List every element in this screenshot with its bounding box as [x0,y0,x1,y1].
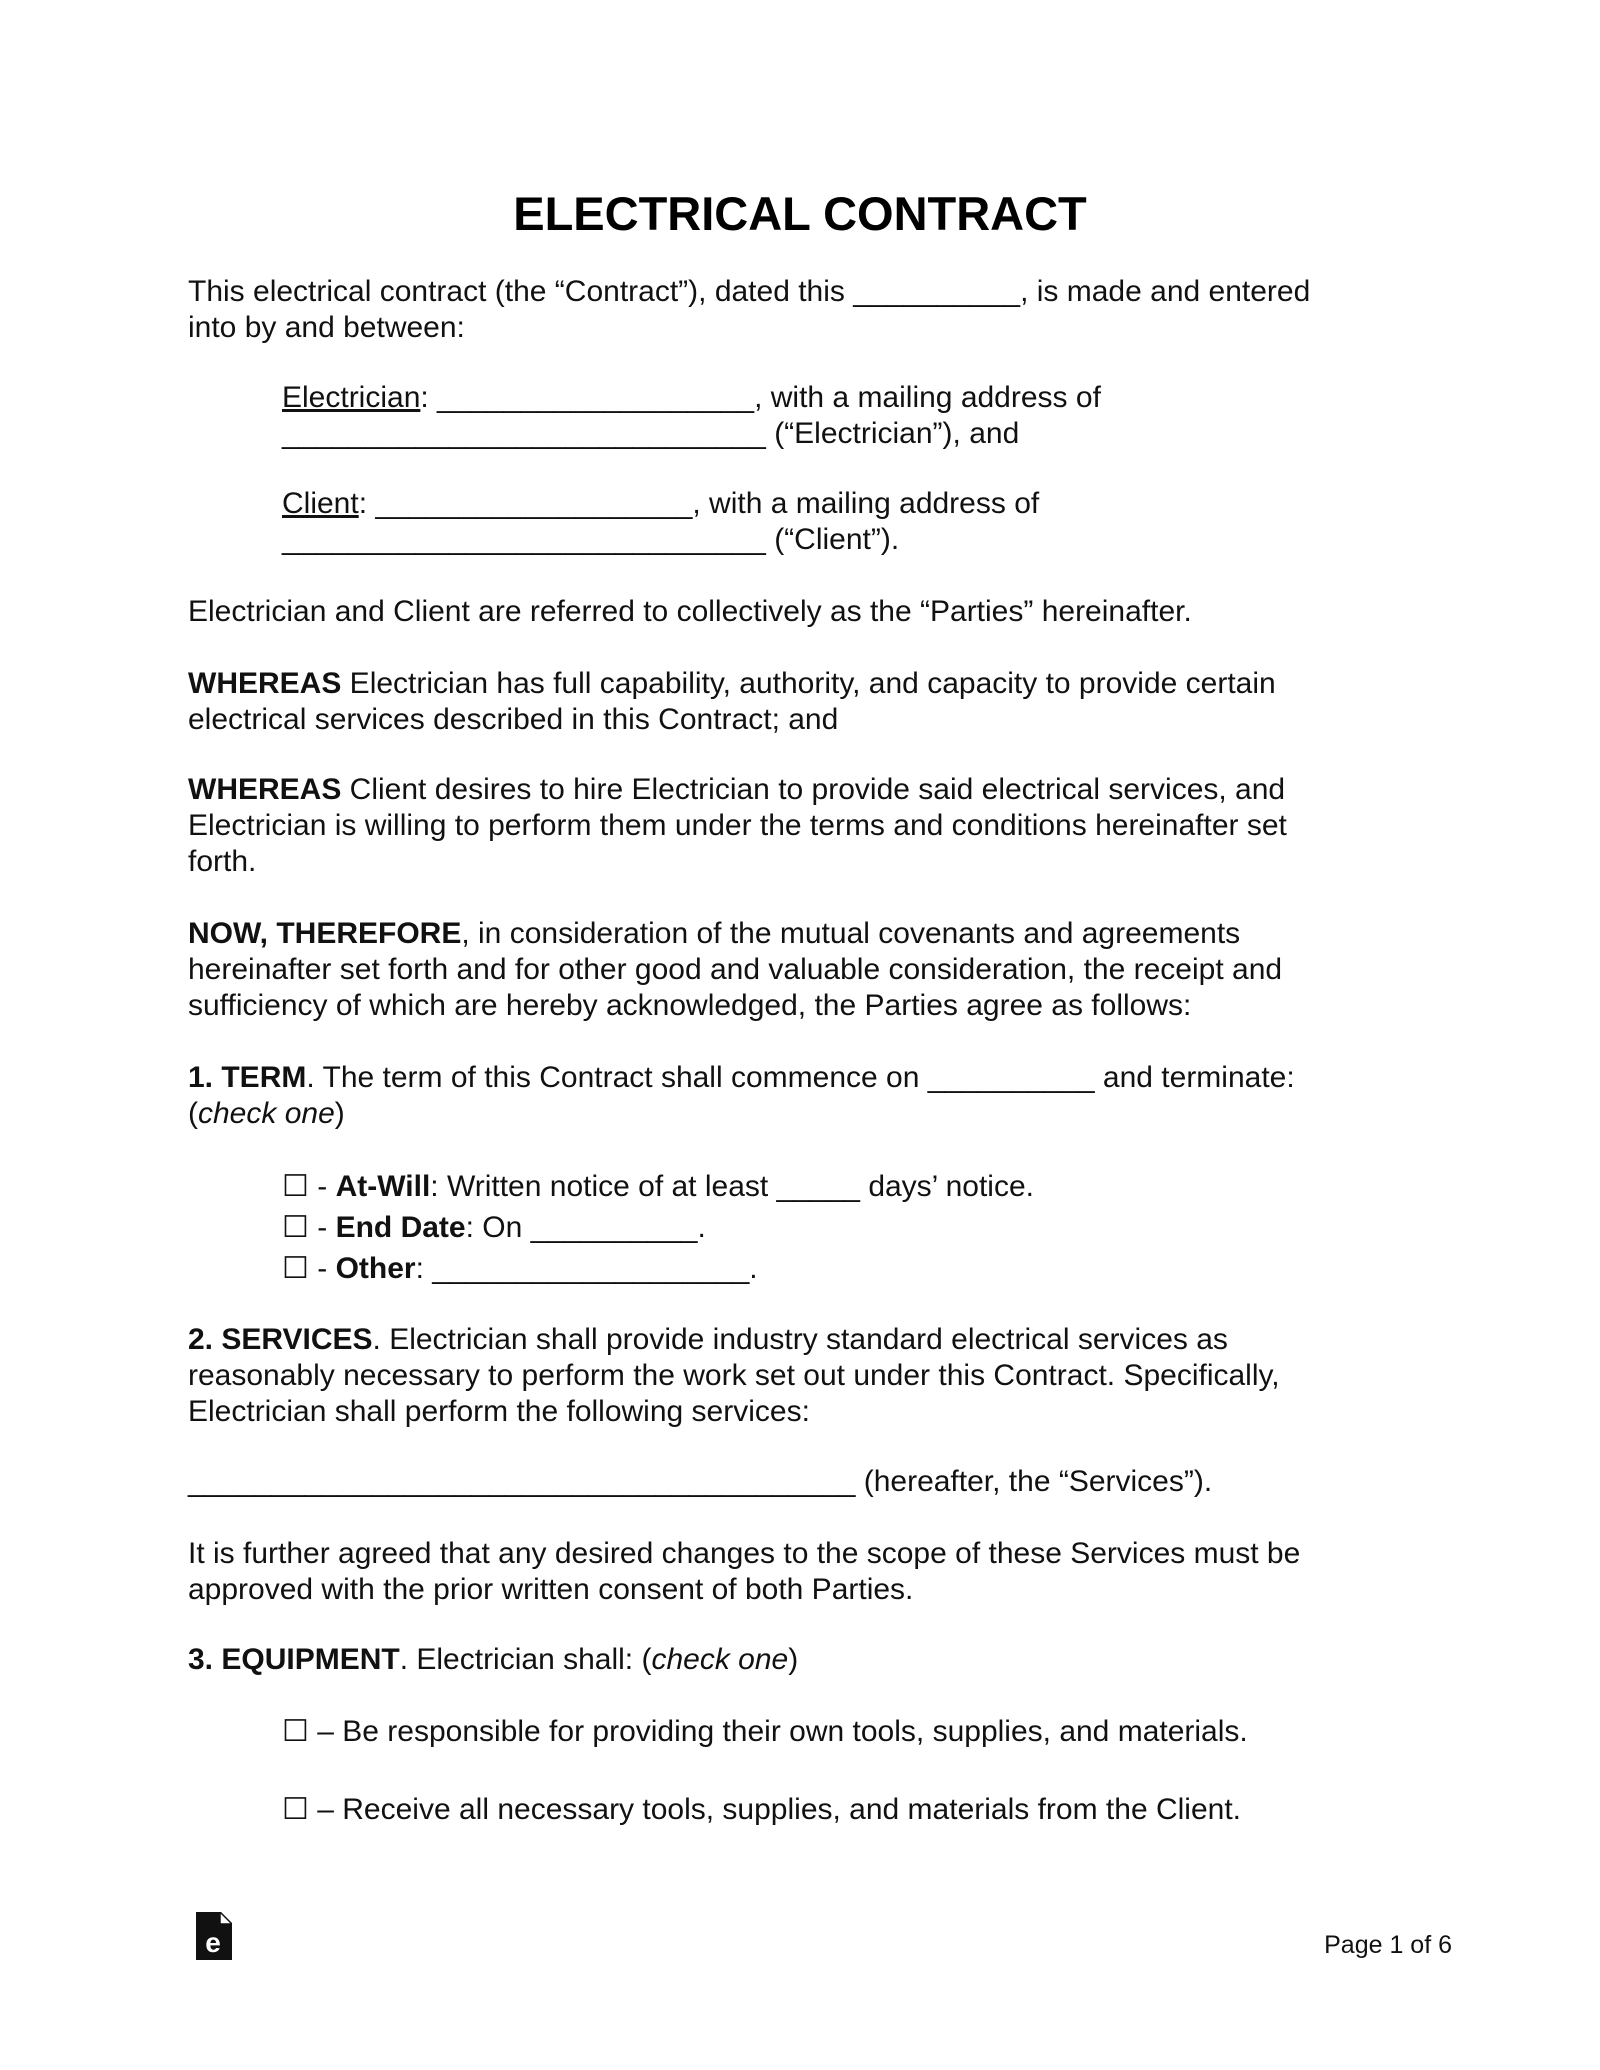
term-heading: 1. TERM [188,1061,307,1094]
term-option-sep: - [308,1211,336,1244]
services-line-2: reasonably necessary to perform the work set out under this Contract. Specifically, [188,1359,1280,1392]
services-heading: 2. SERVICES [188,1323,373,1356]
eforms-logo-icon [196,1912,232,1960]
intro-line-1: This electrical contract (the “Contract”), dated this __________, is made and entered [188,275,1311,308]
term-option-sep: - [308,1252,336,1285]
services-section [188,1322,1388,1430]
page-number: Page 1 of 6 [1324,1931,1452,1959]
equipment-paren-close: ) [788,1643,799,1676]
term-option-text: : Written notice of at least _____ days’ notice. [430,1170,1034,1203]
term-check-one: check one [198,1097,335,1130]
now-therefore-bold: NOW, THEREFORE [188,917,462,950]
equipment-option-text: – Be responsible for providing their own tools, supplies, and materials. [308,1715,1248,1748]
services-changes-line-1: It is further agreed that any desired changes to the scope of these Services must be [188,1537,1301,1570]
client-label: Client [282,487,359,520]
checkbox-other[interactable]: ☐ [282,1252,309,1285]
term-option-at-will [282,1166,1382,1207]
svg-text:e: e [205,1927,221,1958]
term-option-text: : On __________. [465,1211,706,1244]
checkbox-client-tools[interactable]: ☐ [282,1793,309,1826]
intro-paragraph [188,274,1388,346]
whereas-2-line-1: Client desires to hire Electrician to provide said electrical services, and [341,773,1286,806]
now-therefore-line-3: sufficiency of which are hereby acknowledged, the Parties agree as follows: [188,989,1192,1022]
equipment-check-one: check one [651,1643,789,1676]
whereas-2-line-3: forth. [188,845,257,878]
whereas-1-line-2: electrical services described in this Contract; and [188,703,839,736]
equipment-option-1 [282,1714,1382,1750]
term-option-label: Other [335,1252,416,1285]
term-option-sep: - [308,1170,336,1203]
client-line-2: _____________________________ (“Client”). [282,523,900,556]
whereas-2-paragraph [188,772,1388,880]
now-therefore-line-1: , in consideration of the mutual covenants and agreements [461,917,1241,950]
term-option-label: End Date [335,1211,466,1244]
term-option-label: At-Will [335,1170,431,1203]
electrician-line-1: : ___________________, with a mailing address of [420,381,1101,414]
term-line-1: . The term of this Contract shall commence on __________ and terminate: [306,1061,1295,1094]
parties-paragraph [188,594,1388,630]
checkbox-at-will[interactable]: ☐ [282,1170,309,1203]
term-paren-open: ( [188,1097,198,1130]
services-blank-line: ________________________________________ (hereafter, the “Services”). [188,1465,1213,1498]
now-therefore-line-2: hereinafter set forth and for other good and valuable consideration, the receipt and [188,953,1283,986]
whereas-2-bold: WHEREAS [188,773,342,806]
electrician-label: Electrician [282,381,421,414]
now-therefore-paragraph [188,916,1388,1024]
equipment-option-2 [282,1792,1382,1828]
whereas-1-bold: WHEREAS [188,667,342,700]
equipment-text: . Electrician shall: ( [399,1643,652,1676]
intro-line-2: into by and between: [188,311,465,344]
equipment-option-text: – Receive all necessary tools, supplies, and materials from the Client. [308,1793,1242,1826]
term-option-end-date [282,1207,1382,1248]
whereas-1-line-1: Electrician has full capability, authority, and capacity to provide certain [341,667,1276,700]
services-line-1: . Electrician shall provide industry standard electrical services as [372,1323,1228,1356]
term-option-text: : ___________________. [415,1252,758,1285]
equipment-section [188,1642,1388,1678]
whereas-1-paragraph [188,666,1388,738]
electrician-line-2: _____________________________ (“Electrician”), and [282,417,1020,450]
services-blank-paragraph [188,1464,1388,1500]
services-changes-line-2: approved with the prior written consent of both Parties. [188,1573,914,1606]
services-line-3: Electrician shall perform the following services: [188,1395,810,1428]
term-paren-close: ) [334,1097,345,1130]
checkbox-end-date[interactable]: ☐ [282,1211,309,1244]
document-title: ELECTRICAL CONTRACT [513,187,1087,240]
parties-line: Electrician and Client are referred to collectively as the “Parties” hereinafter. [188,595,1192,628]
whereas-2-line-2: Electrician is willing to perform them under the terms and conditions hereinafter set [188,809,1287,842]
term-section [188,1060,1388,1132]
term-options [282,1166,1382,1289]
term-option-other [282,1248,1382,1289]
services-changes-paragraph [188,1536,1388,1608]
equipment-heading: 3. EQUIPMENT [188,1643,400,1676]
checkbox-own-tools[interactable]: ☐ [282,1715,309,1748]
client-line-1: : ___________________, with a mailing address of [358,487,1040,520]
electrician-block [282,380,1382,452]
client-block [282,486,1382,558]
